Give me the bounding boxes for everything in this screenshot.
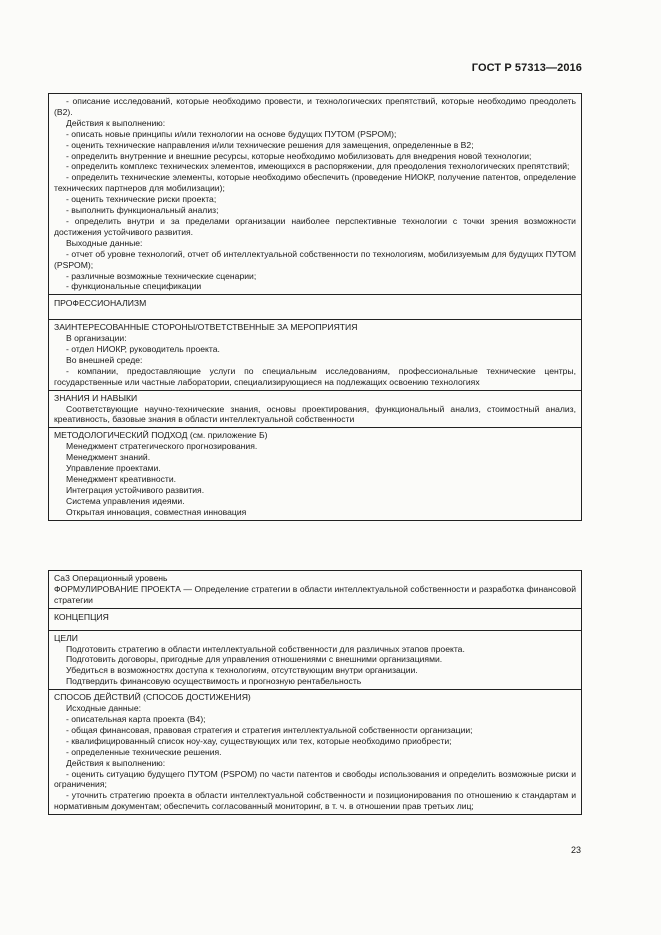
text-line: - определенные технические решения. [66,746,222,757]
text-line: Управление проектами. [66,463,161,474]
text-line: Соответствующие научно-технические знания, основы проектирования, функциональный анализ, стоимостный анализ, креативность, базовые знания в области интеллектуальной собственности [54,403,576,425]
text-line: - определить внутри и за пределами организации наиболее перспективные технологии с точки зрения возможности достижения устойчивого развития. [54,215,576,237]
text-line: - оценить ситуацию будущего ПУТОМ (PSPOM) по части патентов и свободы использования и определить возможные риски и ограничения; [54,768,576,790]
goals-cell [49,631,581,691]
text-line: Открытая инновация, совместная инновация [66,506,247,517]
text-line: - выполнить функциональный анализ; [66,205,219,216]
text-line: Исходные данные: [66,703,141,714]
skills-title: ЗНАНИЯ И НАВЫКИ [54,392,138,403]
professionalism-heading: ПРОФЕССИОНАЛИЗМ [49,295,581,320]
method-of-action-cell [49,690,581,815]
methodology-cell [49,428,581,520]
text-line: Во внешней среде: [66,354,143,365]
text-line: - уточнить стратегию проекта в области интеллектуальной собственности и позиционирования по отношению к стандартам и нормативным документам; обеспечить согласованный мониторинг, в т. ч. в отношении прав третьих лиц; [54,790,576,812]
text-line: В организации: [66,333,127,344]
text-line: - оценить технические риски проекта; [66,194,217,205]
text-line: Подготовить договоры, пригодные для управления отношениями с внешними организациями. [66,654,443,665]
text-line: Система управления идеями. [66,495,185,506]
page-number: 23 [571,845,582,855]
text-line: - компании, предоставляющие услуги по специальным исследованиям, профессиональные технические центры, государственные или частные лаборатории, специализирующиеся на подлежащих освоению технологиях [54,365,576,387]
skills-cell [49,391,581,429]
text-line: - отдел НИОКР, руководитель проекта. [66,344,220,355]
goals-title: ЦЕЛИ [54,632,78,643]
text-line: Менеджмент креативности. [66,474,177,484]
text-line: Подготовить стратегию в области интеллектуальной собственности для различных этапов проекта. [66,643,465,654]
text-line: - общая финансовая, правовая стратегия и стратегия интеллектуальной собственности организации; [66,724,473,735]
requirements-table-2 [48,570,582,815]
text-line: Менеджмент стратегического прогнозирования. [66,441,258,452]
text-line: - определить комплекс технических элементов, имеющихся в распоряжении, для преодоления технологических препятствий; [66,161,570,172]
operational-level: Са3 Операционный уровень [54,573,168,583]
text-line: - различные возможные технические сценарии; [66,270,257,281]
text-line: Выходные данные: [66,237,143,248]
text-line: Убедиться в возможностях доступа к технологиям, отсутствующим внутри организации. [66,665,418,676]
text-line: - описание исследований, которые необходимо провести, и технологических препятствий, которые необходимо преодолеть (В2). [54,96,576,117]
requirements-table-1 [48,93,582,521]
text-line: - отчет об уровне технологий, отчет об интеллектуальной собственности по технологиям, мобилизуемым для будущих ПУТОМ (PSPOM); [54,248,576,270]
text-line: - определить технические элементы, которые необходимо обеспечить (проведение НИОКР, получение патентов, определение технических партнеров для мобилизации); [54,172,576,194]
text-line: - описать новые принципы и/или технологии на основе будущих ПУТОМ (PSPOM); [66,128,397,139]
level-cell [49,571,581,609]
text-line: Действия к выполнению: [66,117,166,128]
text-line: - квалифицированный список ноу-хау, существующих или тех, которые необходимо приобрести; [66,735,452,746]
text-line: Подтвердить финансовую осуществимость и прогнозную рентабельность [66,676,362,687]
actions-cell [49,94,581,295]
methodology-title: МЕТОДОЛОГИЧЕСКИЙ ПОДХОД (см. приложение Б) [54,430,268,441]
text-line: - описательная карта проекта (В4); [66,713,206,724]
text-line: - функциональные спецификации [66,281,202,292]
text-line: - определить внутренние и внешние ресурсы, которые необходимо мобилизовать для внедрения новой технологии; [66,150,532,161]
concept-heading: КОНЦЕПЦИЯ [49,609,581,631]
stakeholders-cell [49,320,581,390]
text-line: - оценить технические направления и/или технические решения для замещения, определенные в В2; [66,139,474,150]
project-formulation: ФОРМУЛИРОВАНИЕ ПРОЕКТА — Определение стратегии в области интеллектуальной собственности и разработка финансовой стратегии [54,583,576,605]
method-of-action-title: СПОСОБ ДЕЙСТВИЙ (СПОСОБ ДОСТИЖЕНИЯ) [54,692,251,703]
text-line: Действия к выполнению: [66,757,166,768]
stakeholders-title: ЗАИНТЕРЕСОВАННЫЕ СТОРОНЫ/ОТВЕТСТВЕННЫЕ ЗА МЕРОПРИЯТИЯ [54,322,358,333]
document-code: ГОСТ Р 57313—2016 [471,62,582,74]
text-line: Менеджмент знаний. [66,452,151,463]
text-line: Интеграция устойчивого развития. [66,484,205,495]
